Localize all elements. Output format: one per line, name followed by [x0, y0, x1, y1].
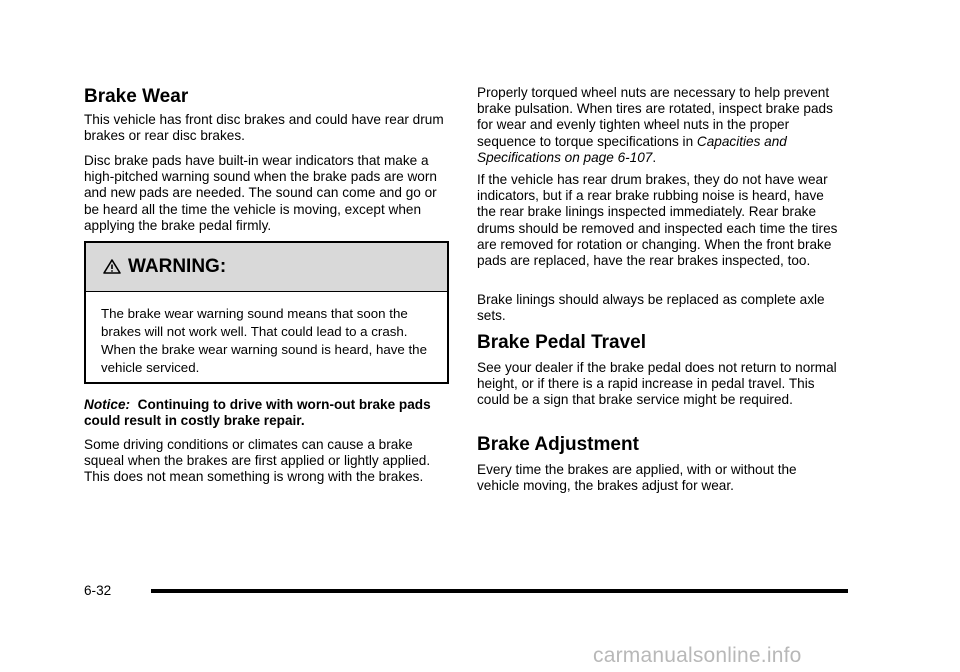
- capacities-xref-link[interactable]: Capacities and Specifications on page 6-107: [477, 133, 787, 165]
- paragraph-brake-squeal: Some driving conditions or climates can cause a brake squeal when the brakes are first applied or lightly applied. This does not mean something is wrong with the brakes.: [84, 437, 431, 485]
- paragraph-brake-adjust: Every time the brakes are applied, with or without the vehicle moving, the brakes adjust for wear.: [477, 462, 797, 494]
- heading-brake-pedal-travel: Brake Pedal Travel: [477, 332, 646, 353]
- warning-text: The brake wear warning sound means that soon the brakes will not work well. That could lead to a crash. When the brake wear warning sound is heard, have the vehicle serviced.: [101, 306, 427, 375]
- notice-label: Notice:: [84, 397, 131, 412]
- paragraph-wear-indicators: Disc brake pads have built-in wear indicators that make a high-pitched warning sound when the brake pads are worn and new pads are needed. The sound can come and go or be heard all the time the vehicle is moving, except when applying the brake pedal firmly.: [84, 153, 437, 233]
- paragraph-brake-types: This vehicle has front disc brakes and could have rear drum brakes or rear disc brakes.: [84, 112, 444, 144]
- warning-box: [84, 241, 449, 384]
- warning-title: WARNING:: [128, 256, 227, 277]
- notice-text: Continuing to drive with worn-out brake pads could result in costly brake repair.: [84, 397, 431, 429]
- warning-header: [86, 243, 447, 292]
- wheel-nuts-period: .: [652, 149, 657, 165]
- heading-brake-adjustment: Brake Adjustment: [477, 434, 639, 455]
- paragraph-rear-drum: If the vehicle has rear drum brakes, they do not have wear indicators, but if a rear brake rubbing noise is heard, have the rear brake linings inspected immediately. Rear brake drums should be removed and inspected each time the tires are removed for rotation or changing. When the front brake pads are replaced, have the rear brakes inspected, too.: [477, 172, 838, 269]
- notice-paragraph: [84, 397, 446, 429]
- watermark: carmanualsonline.info: [593, 644, 802, 667]
- paragraph-wheel-nuts: [477, 85, 843, 166]
- page-number: 6-32: [84, 583, 112, 598]
- wheel-nuts-text: Properly torqued wheel nuts are necessary to help prevent brake pulsation. When tires are rotated, inspect brake pads for wear and evenly tighten wheel nuts in the proper sequence to torque specifications in: [477, 85, 833, 149]
- paragraph-axle-sets: Brake linings should always be replaced as complete axle sets.: [477, 292, 825, 324]
- heading-brake-wear: Brake Wear: [84, 86, 189, 107]
- warning-triangle-icon: [102, 257, 122, 277]
- paragraph-pedal-travel: See your dealer if the brake pedal does not return to normal height, or if there is a rapid increase in pedal travel. This could be a sign that brake service might be required.: [477, 360, 837, 408]
- footer-rule: [151, 589, 848, 593]
